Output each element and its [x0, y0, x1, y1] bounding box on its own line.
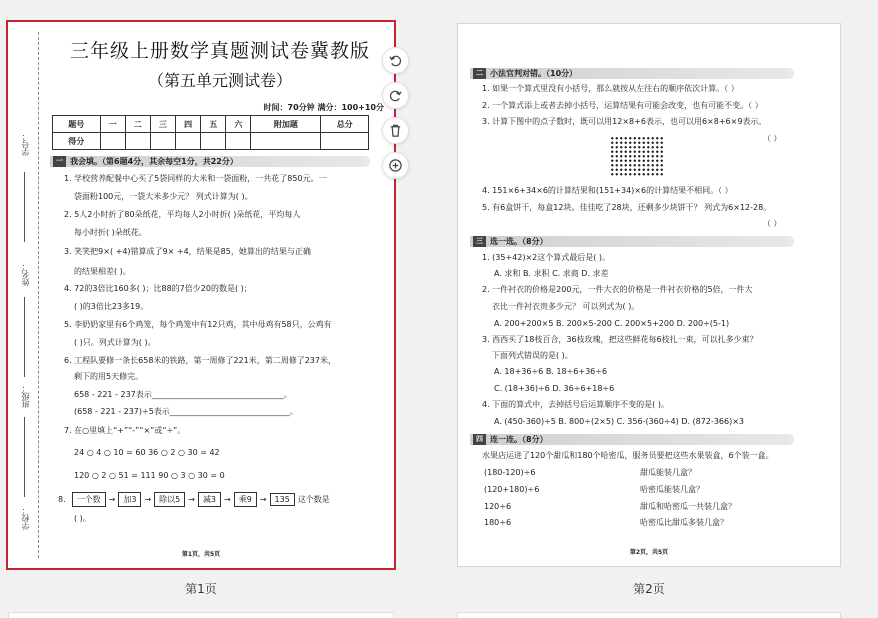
- match-right-item: 哈密瓜比甜瓜多装几盒？: [640, 518, 728, 527]
- question-line: （ ）: [763, 134, 782, 143]
- operation-sequence: [58, 492, 333, 507]
- match-left-item: 180÷6: [484, 518, 512, 527]
- cut-line: [38, 32, 39, 558]
- question-line: 3. 计算下图中的点子数时，既可以用12×8+6表示，也可以用6×8+6×9表示。: [482, 117, 767, 126]
- match-left-item: (180-120)÷6: [484, 468, 536, 477]
- delete-button[interactable]: [382, 117, 409, 144]
- section-number: 三: [473, 236, 486, 247]
- sequence-prefix: 8.: [58, 495, 66, 504]
- question-line: 4. 151×6+34×6的计算结果和(151+34)×6的计算结果不相同。（ ）: [482, 186, 733, 195]
- question-line: 1. 学校营养配餐中心买了5袋同样的大米和一袋面粉，一共花了850元。一: [64, 174, 327, 183]
- page-thumbnail-3[interactable]: [8, 612, 394, 618]
- table-cell: [321, 133, 369, 150]
- table-cell: 一: [100, 116, 125, 133]
- question-line: 3. 西西买了18枝百合，36枝玫瑰，把这些鲜花每6枝扎一束，可以扎多少束？: [482, 335, 758, 344]
- question-line: 658 - 221 - 237表示_________________________________。: [74, 390, 292, 399]
- page-caption-2: 第2页: [633, 582, 665, 596]
- table-cell: 六: [226, 116, 251, 133]
- sequence-box: 乘9: [234, 492, 257, 507]
- rotate-left-button[interactable]: [382, 47, 409, 74]
- table-cell: [100, 133, 125, 150]
- section-header-3: [470, 236, 794, 247]
- sequence-box: 除以5: [154, 492, 185, 507]
- question-line: ( )。: [74, 514, 91, 523]
- section-header-1: [50, 156, 370, 167]
- sequence-box: 135: [270, 493, 295, 506]
- question-line: 的结果相差( )。: [74, 267, 131, 276]
- question-line: 2. 一件衬衣的价格是200元，一件大衣的价格是一件衬衣价格的5倍，一件大: [482, 285, 753, 294]
- page-footer: 第1页，共5页: [181, 551, 221, 558]
- add-icon: [388, 158, 403, 173]
- question-line: （ ）: [763, 219, 782, 228]
- dot-grid-figure: [610, 136, 664, 176]
- table-cell: 得分: [53, 133, 101, 150]
- question-line: 2. 一个算式添上或者去掉小括号，运算结果有可能会改变，也有可能不变。（ ）: [482, 101, 763, 110]
- table-cell: 题号: [53, 116, 101, 133]
- side-line: [24, 297, 25, 377]
- sequence-box: 一个数: [72, 492, 106, 507]
- match-left-item: (120+180)÷6: [484, 485, 540, 494]
- table-cell: [201, 133, 226, 150]
- arrow-icon: →: [108, 495, 116, 504]
- match-left-item: 120÷6: [484, 502, 512, 511]
- sequence-box: 减3: [198, 492, 221, 507]
- table-cell: [125, 133, 150, 150]
- question-line: 每小时折( )朵纸花。: [74, 228, 147, 237]
- question-line: 120 ○ 2 ○ 51 = 111 90 ○ 3 ○ 30 = 0: [74, 471, 225, 480]
- question-line: A. (450-360)÷5 B. 800÷(2×5) C. 356-(360÷4) D. (872-366)×3: [494, 417, 745, 426]
- table-row: [53, 116, 369, 133]
- question-line: 衣比一件衬衣贵多少元？ 可以列式为( )。: [492, 302, 640, 311]
- side-label-school: 学校：: [21, 506, 30, 530]
- question-line: 24 ○ 4 ○ 10 = 60 36 ○ 2 ○ 30 = 42: [74, 448, 220, 457]
- page-footer: 第2页，共5页: [629, 549, 669, 556]
- question-line: ( )只。列式计算为( )。: [74, 338, 156, 347]
- question-line: 4. 下面的算式中，去掉括号后运算顺序不变的是( )。: [482, 400, 669, 409]
- arrow-icon: →: [188, 495, 195, 504]
- question-line: C. (18+36)÷6 D. 36÷6+18÷6: [494, 384, 615, 393]
- delete-icon: [388, 123, 403, 138]
- page-subtitle: （第五单元测试卷）: [147, 71, 292, 90]
- section-text: 连一连。（8分）: [490, 435, 548, 444]
- question-line: 5. 李奶奶家里有6个鸡笼，每个鸡笼中有12只鸡，其中母鸡有58只，公鸡有: [64, 320, 332, 329]
- question-line: (658 - 221 - 237)÷5表示______________________________。: [74, 407, 298, 416]
- score-table: [52, 115, 369, 150]
- section-text: 小法官判对错。（10分）: [490, 69, 578, 78]
- table-cell: 五: [201, 116, 226, 133]
- time-info: 时间：70分钟 满分：100+10分: [263, 103, 384, 112]
- arrow-icon: →: [224, 495, 231, 504]
- table-row: [53, 133, 369, 150]
- table-cell: [150, 133, 175, 150]
- section-number: 一: [53, 156, 66, 167]
- table-cell: 总分: [321, 116, 369, 133]
- match-right-item: 甜瓜能装几盒？: [640, 468, 696, 477]
- table-cell: 附加题: [251, 116, 321, 133]
- question-line: ( )的3倍比23多19。: [74, 302, 149, 311]
- add-button[interactable]: [382, 152, 409, 179]
- rotate-right-icon: [388, 88, 403, 103]
- page-thumbnail-4[interactable]: [457, 612, 841, 618]
- question-line: 水果店运进了120个甜瓜和180个哈密瓜，服务员要把这些水果装盒，6个装一盒。: [482, 451, 774, 460]
- question-line: 1. 如果一个算式里没有小括号，那么就按从左往右的顺序依次计算。（ ）: [482, 84, 739, 93]
- question-line: A. 18+36÷6 B. 18÷6+36÷6: [494, 367, 608, 376]
- rotate-right-button[interactable]: [382, 82, 409, 109]
- section-text: 我会填。（第6题4分，其余每空1分，共22分）: [70, 157, 238, 166]
- side-line: [24, 417, 25, 497]
- page-caption-1: 第1页: [185, 582, 217, 596]
- sequence-suffix: 这个数是: [297, 495, 330, 504]
- question-line: A. 求和 B. 求积 C. 求商 D. 求差: [494, 269, 609, 278]
- question-line: 5. 有6盒饼干，每盒12块。佳佳吃了28块，还剩多少块饼干？ 列式为6×12-28。: [482, 203, 772, 212]
- question-line: A. 200+200×5 B. 200×5-200 C. 200×5+200 D. 200÷(5-1): [494, 319, 730, 328]
- section-number: 四: [473, 434, 486, 445]
- page-thumbnail-2[interactable]: [457, 23, 841, 567]
- question-line: 6. 工程队要修一条长658米的铁路，第一周修了221米，第二周修了237米，: [64, 356, 336, 365]
- side-label-class: 班级：: [21, 384, 30, 408]
- section-header-4: [470, 434, 794, 445]
- question-line: 7. 在○里填上“+”“-”“×”或“÷”。: [64, 426, 186, 435]
- question-line: 3. 笑笑把9×( +4)错算成了9× +4，结果是85，她算出的结果与正确: [64, 247, 311, 256]
- question-line: 1. (35+42)×2这个算式最后是( )。: [482, 253, 611, 262]
- page-title: 三年级上册数学真题测试卷冀教版: [69, 40, 370, 62]
- arrow-icon: →: [259, 495, 267, 504]
- table-cell: 三: [150, 116, 175, 133]
- section-text: 选一选。（8分）: [490, 237, 548, 246]
- sequence-box: 加3: [118, 492, 141, 507]
- question-line: 剩下的用5天修完。: [74, 372, 144, 381]
- table-cell: [226, 133, 251, 150]
- question-line: 2. 5人2小时折了80朵纸花，平均每人2小时折( )朵纸花，平均每人: [64, 210, 301, 219]
- question-line: 4. 72的3倍比160多( )；比88的7倍少20的数是( )；: [64, 284, 252, 293]
- side-label-name: 姓名：: [21, 262, 30, 286]
- page-toolbar: [382, 47, 410, 179]
- binding-margin: [8, 22, 48, 568]
- page-thumbnail-1[interactable]: [6, 20, 396, 570]
- side-label-student-id: 学号：: [21, 132, 30, 156]
- section-header-2: [470, 68, 794, 79]
- question-line: 袋面粉100元，一袋大米多少元？ 列式计算为( )。: [74, 192, 253, 201]
- table-cell: [251, 133, 321, 150]
- question-line: 下面列式错误的是( )。: [492, 351, 573, 360]
- rotate-left-icon: [388, 53, 403, 68]
- table-cell: 四: [176, 116, 201, 133]
- table-cell: 二: [125, 116, 150, 133]
- section-number: 二: [473, 68, 486, 79]
- arrow-icon: →: [144, 495, 152, 504]
- table-cell: [176, 133, 201, 150]
- side-line: [24, 172, 25, 242]
- match-right-item: 哈密瓜能装几盒？: [640, 485, 704, 494]
- match-right-item: 甜瓜和哈密瓜一共装几盒？: [640, 502, 736, 511]
